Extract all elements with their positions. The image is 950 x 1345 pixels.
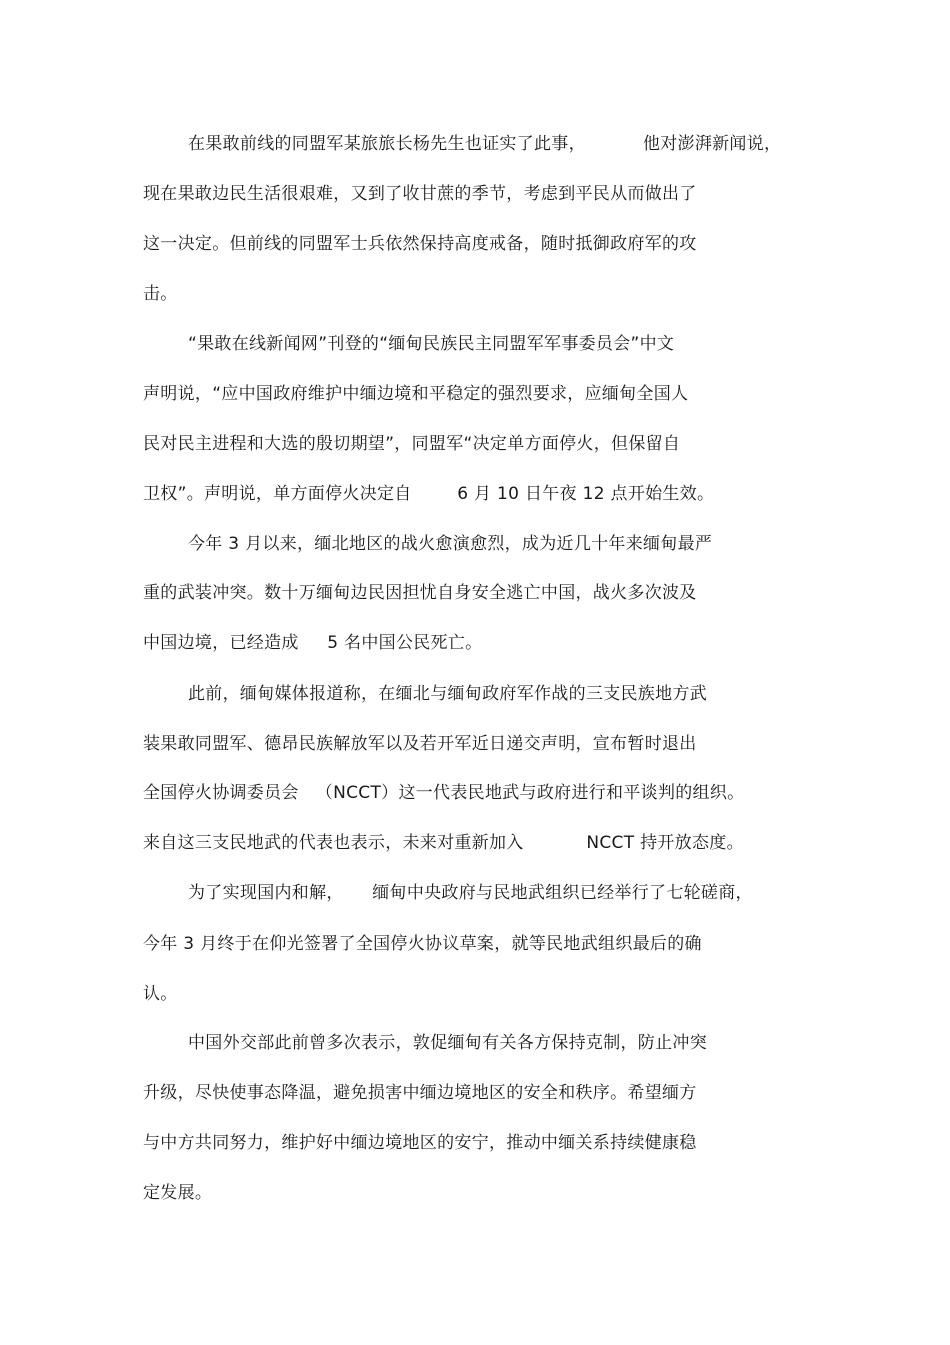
paragraph-4-line-3: 全国停火协调委员会 （NCCT）这一代表民地武与政府进行和平谈判的组织。 bbox=[143, 783, 745, 803]
paragraph-3-line-3: 中国边境，已经造成 5 名中国公民死亡。 bbox=[143, 633, 483, 653]
paragraph-6-line-2: 升级，尽快使事态降温，避免损害中缅边境地区的安全和秩序。希望缅方 bbox=[143, 1083, 697, 1103]
paragraph-1-line-3: 这一决定。但前线的同盟军士兵依然保持高度戒备，随时抵御政府军的攻 bbox=[143, 234, 697, 254]
paragraph-5-line-2: 今年 3 月终于在仰光签署了全国停火协议草案，就等民地武组织最后的确 bbox=[143, 934, 702, 954]
paragraph-2-line-4: 卫权”。声明说，单方面停火决定自 6 月 10 日午夜 12 点开始生效。 bbox=[143, 484, 715, 504]
paragraph-2-line-2: 声明说，“应中国政府维护中缅边境和平稳定的强烈要求，应缅甸全国人 bbox=[143, 384, 689, 404]
paragraph-6-line-1: 中国外交部此前曾多次表示，敦促缅甸有关各方保持克制，防止冲突 bbox=[188, 1033, 707, 1053]
paragraph-3-line-2: 重的武装冲突。数十万缅甸边民因担忧自身安全逃亡中国，战火多次波及 bbox=[143, 583, 697, 603]
paragraph-6-line-4: 定发展。 bbox=[143, 1183, 213, 1203]
paragraph-3-line-1: 今年 3 月以来，缅北地区的战火愈演愈烈，成为近几十年来缅甸最严 bbox=[188, 534, 713, 554]
paragraph-4-line-4: 来自这三支民地武的代表也表示，未来对重新加入 NCCT 持开放态度。 bbox=[143, 833, 744, 853]
paragraph-6-line-3: 与中方共同努力，维护好中缅边境地区的安宁，推动中缅关系持续健康稳 bbox=[143, 1133, 697, 1153]
paragraph-2-line-1: “果敢在线新闻网”刊登的“缅甸民族民主同盟军军事委员会”中文 bbox=[188, 334, 675, 354]
paragraph-1-line-4: 击。 bbox=[143, 284, 178, 304]
paragraph-4-line-2: 装果敢同盟军、德昂民族解放军以及若开军近日递交声明，宣布暂时退出 bbox=[143, 734, 697, 754]
paragraph-2-line-3: 民对民主进程和大选的殷切期望”，同盟军“决定单方面停火，但保留自 bbox=[143, 434, 681, 454]
paragraph-1-line-1: 在果敢前线的同盟军某旅旅长杨先生也证实了此事， 他对澎湃新闻说， bbox=[188, 134, 782, 154]
paragraph-4-line-1: 此前，缅甸媒体报道称，在缅北与缅甸政府军作战的三支民族地方武 bbox=[188, 684, 707, 704]
paragraph-1-line-2: 现在果敢边民生活很艰难，又到了收甘蔗的季节，考虑到平民从而做出了 bbox=[143, 184, 697, 204]
paragraph-5-line-1: 为了实现国内和解， 缅甸中央政府与民地武组织已经举行了七轮磋商， bbox=[188, 883, 753, 903]
paragraph-5-line-3: 认。 bbox=[143, 984, 178, 1004]
